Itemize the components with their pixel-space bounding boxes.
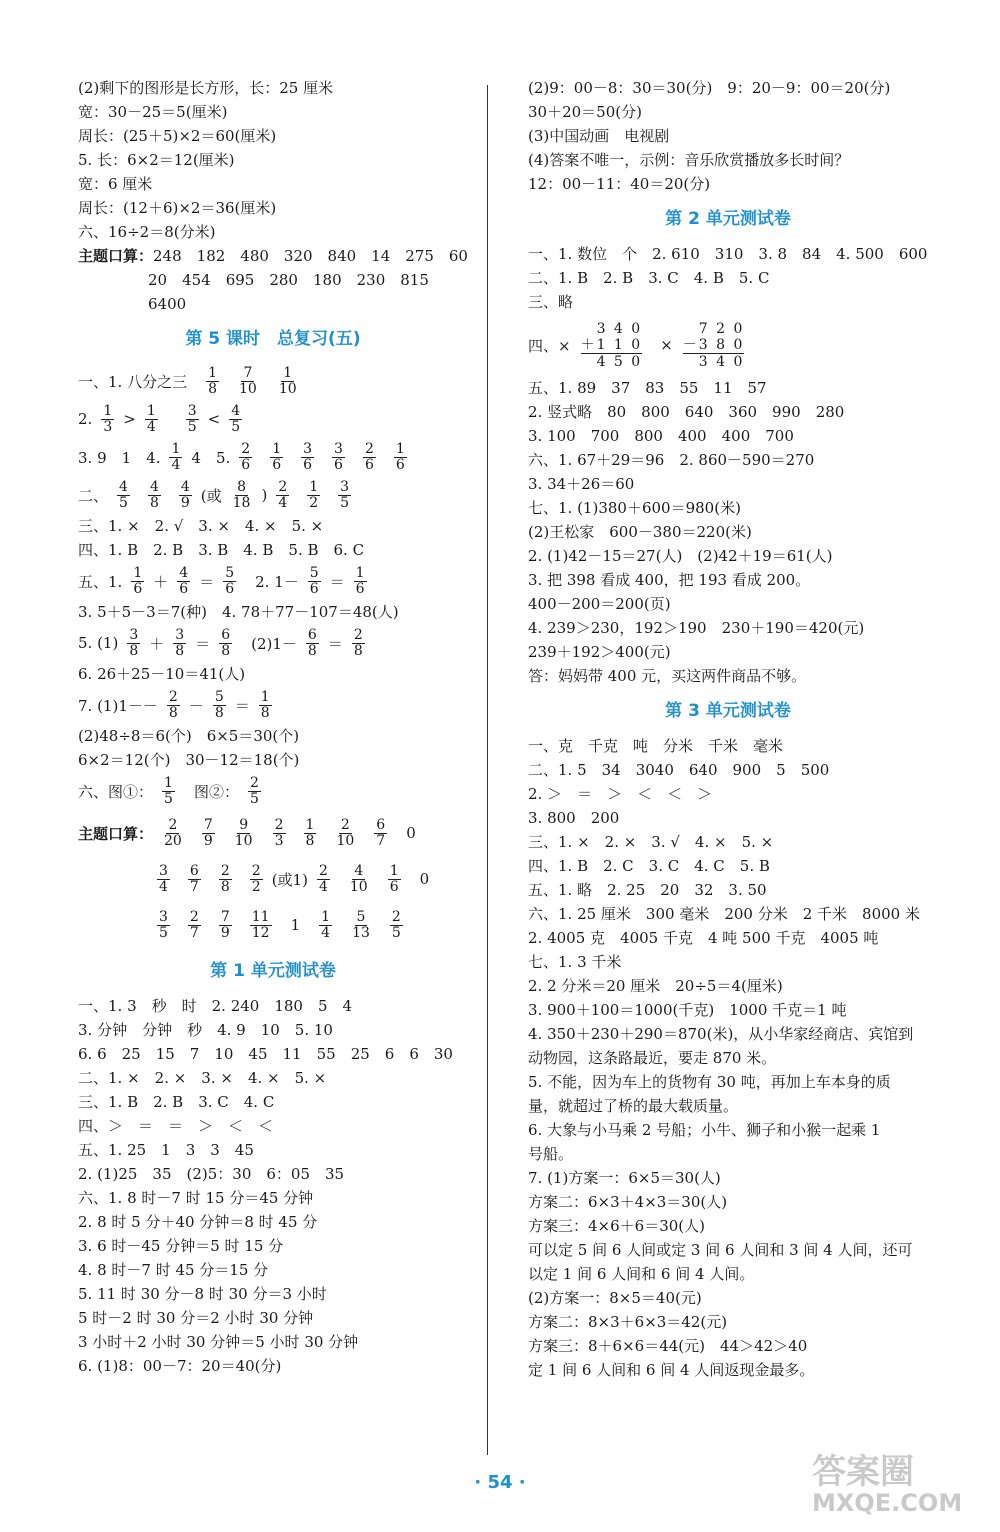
page-number: · 54 · [474, 1472, 526, 1493]
fraction: $\frac{2}{4}$ [318, 862, 328, 895]
text-line: 三、1. B 2. B 3. C 4. C [78, 1093, 275, 1111]
text-line: 2. 2 分米＝20 厘米 20÷5＝4(厘米) [528, 977, 783, 995]
text-line: 定 1 间 6 人间和 6 间 4 人间返现金最多。 [528, 1361, 815, 1379]
answer-row: 7. (1)1－ － $\frac{2}{8}$ － $\frac{5}{8}$ ＝ $\frac{1}{8}$ [78, 688, 270, 721]
page-number-value: 54 [487, 1472, 513, 1493]
text-line: 3. 34＋26＝60 [528, 475, 635, 493]
fraction: $\frac{1}{3}$ [103, 402, 113, 435]
fraction: $\frac{2}{8}$ [220, 862, 230, 895]
fraction: $\frac{2}{2}$ [251, 862, 261, 895]
fraction: $\frac{6}{8}$ [221, 626, 231, 659]
text-line: 六、16÷2＝8(分米) [78, 223, 216, 241]
fraction: $\frac{6}{7}$ [376, 816, 386, 849]
text-line: 4. 239＞230，192＞190 230＋190＝420(元) [528, 619, 865, 637]
fraction: $\frac{4}{6}$ [179, 564, 189, 597]
fraction: $\frac{2}{8}$ [168, 688, 178, 721]
fraction: $\frac{2}{6}$ [364, 440, 374, 473]
fraction: $\frac{5}{6}$ [309, 564, 319, 597]
text-line: 动物园，这条路最近，要走 870 米。 [528, 1049, 777, 1067]
fraction: $\frac{2}{8}$ [353, 626, 363, 659]
text-line: 2. ＞ ＝ ＞ ＜ ＜ ＞ [528, 785, 713, 803]
fraction: $\frac{5}{13}$ [352, 908, 370, 941]
operand: ＋1 1 0 [580, 336, 643, 353]
text-line: 6. 26＋25－10＝41(人) [78, 665, 246, 683]
text-line: 30＋20＝50(分) [528, 103, 642, 121]
fraction: $\frac{4}{5}$ [119, 478, 128, 511]
fraction: $\frac{1}{5}$ [164, 774, 173, 807]
answer-row: 2. $\frac{1}{3}$ > $\frac{1}{4}$ $\frac{3}{5}$ < $\frac{4}{5}$ [78, 402, 241, 435]
text-line: 3. 100 700 800 400 400 700 [528, 427, 794, 445]
section-heading: 第 2 单元测试卷 [665, 209, 791, 229]
text-line: 宽：6 厘米 [78, 175, 153, 193]
text-line: 五、1. 略 2. 25 20 32 3. 50 [528, 881, 767, 899]
text: 4 5. [191, 448, 231, 467]
text: (或 [200, 486, 222, 505]
text-line: 四、1. B 2. C 3. C 4. C 5. B [528, 857, 770, 875]
text-line: 七、1. (1)380＋600＝980(米) [528, 499, 741, 517]
fraction: $\frac{2}{5}$ [249, 774, 259, 807]
fraction: $\frac{2}{4}$ [278, 478, 288, 511]
text-line: 5. 不能，因为车上的货物有 30 吨，再加上车本身的质 [528, 1073, 891, 1091]
fraction: $\frac{7}{10}$ [239, 364, 257, 397]
fraction: $\frac{3}{6}$ [303, 440, 313, 473]
fraction: $\frac{1}{2}$ [309, 478, 319, 511]
answer-row [78, 362, 468, 400]
text-line: 5. 11 时 30 分－8 时 30 分＝3 小时 [78, 1285, 327, 1303]
fraction: $\frac{3}{5}$ [340, 478, 350, 511]
text-line: 3. 800 200 [528, 809, 620, 827]
text-line: 宽：30－25＝5(厘米) [78, 103, 228, 121]
text-line: 6. 6 25 15 7 10 45 11 55 25 6 6 30 [78, 1045, 453, 1063]
text-line: 方案三：8＋6×6＝44(元) 44＞42＞40 [528, 1337, 808, 1355]
text-line: (3)中国动画 电视剧 [528, 127, 670, 145]
section-heading: 第 3 单元测试卷 [665, 701, 791, 721]
text-line: 12：00－11：40＝20(分) [528, 175, 711, 193]
fraction: $\frac{8}{18}$ [232, 478, 251, 511]
fraction: $\frac{2}{10}$ [336, 816, 355, 849]
text-line: 4. 350＋230＋290＝870(米)，从小华家经商店、宾馆到 [528, 1025, 914, 1043]
text-line: 3. 分钟 分钟 秒 4. 9 10 5. 10 [78, 1021, 333, 1039]
vertical-subtraction [683, 321, 745, 370]
fraction: $\frac{2}{6}$ [241, 440, 251, 473]
text-line: 6×2＝12(个) 30－12＝18(个) [78, 751, 300, 769]
fraction: $\frac{1}{10}$ [278, 364, 297, 397]
text-line: 3. 把 398 看成 400，把 193 看成 200。 [528, 571, 811, 589]
text: 2. [78, 410, 93, 428]
text-line: 2. (1)42－15＝27(人) (2)42＋19＝61(人) [528, 547, 833, 565]
fraction: $\frac{5}{8}$ [214, 688, 224, 721]
label: 主题口算： [78, 824, 154, 843]
watermark-text: 答案圈 [812, 1452, 914, 1492]
fraction: $\frac{7}{9}$ [220, 908, 230, 941]
text-line: 五、1. 25 1 3 3 45 [78, 1141, 254, 1159]
text-line: 方案二：8×3＋6×3＝42(元) [528, 1313, 728, 1331]
operand: 7 2 0 [698, 320, 745, 337]
fraction: $\frac{2}{7}$ [189, 908, 199, 941]
text-line: (2)剩下的图形是长方形，长：25 厘米 [78, 79, 334, 97]
text: 二、 [78, 486, 109, 505]
text-line: 2. 竖式略 80 800 640 360 990 280 [528, 403, 845, 421]
text: 2. 1－ [255, 572, 299, 591]
fraction: $\frac{4}{10}$ [349, 862, 368, 895]
text-line: 5 时－2 时 30 分＝2 小时 30 分钟 [78, 1309, 314, 1327]
fraction: $\frac{1}{4}$ [321, 908, 331, 941]
fraction: $\frac{7}{9}$ [203, 816, 213, 849]
text-line: 一、1. 3 秒 时 2. 240 180 5 4 [78, 997, 353, 1015]
fraction: $\frac{1}{6}$ [133, 564, 143, 597]
answer-row [78, 476, 468, 514]
text-line: 周长：(12＋6)×2＝36(厘米) [78, 199, 277, 217]
fraction: $\frac{1}{6}$ [395, 440, 405, 473]
text-line: 量，就超过了桥的最大载质量。 [528, 1097, 739, 1115]
label: 主题口算： [78, 247, 154, 265]
fraction: $\frac{9}{10}$ [234, 816, 253, 849]
right-column [528, 76, 928, 1382]
text-line: (2)48÷8＝6(个) 6×5＝30(个) [78, 727, 300, 745]
fraction: $\frac{1}{4}$ [171, 440, 181, 473]
text-line: 2. (1)25 35 (2)5：30 6：05 35 [78, 1165, 345, 1183]
text-line: 2. 4005 克 4005 千克 4 吨 500 千克 4005 吨 [528, 929, 879, 947]
fraction: $\frac{3}{4}$ [159, 862, 168, 895]
answer-row: $\frac{3}{5}$ $\frac{2}{7}$ $\frac{7}{9}$ $\frac{11}{12}$ 1 $\frac{1}{4}$ $\frac{5}{13}$ $\frac{2}{5}$ [159, 908, 401, 941]
operand: －3 8 0 [682, 336, 745, 353]
text-line: 6400 [148, 295, 187, 313]
text-line: 3. 5＋5－3＝7(种) 4. 78＋77－107＝48(人) [78, 603, 399, 621]
text: 图②： [193, 782, 239, 801]
fraction: $\frac{1}{6}$ [272, 440, 282, 473]
answer-row: $\frac{3}{4}$ $\frac{6}{7}$ $\frac{2}{8}$ $\frac{2}{2}$ (或1) $\frac{2}{4}$ $\frac{4}{10}$ $\frac{1}{6}$ 0 [159, 862, 430, 895]
text: × [660, 336, 673, 354]
watermark-logo [812, 1444, 982, 1524]
column-divider [487, 85, 488, 1455]
text: 7. (1)1－ [78, 696, 143, 715]
text-line: 一、1. 数位 个 2. 610 310 3. 8 84 4. 500 600 [528, 245, 928, 263]
text: 5. (1) [78, 634, 119, 652]
answer-row: 主题口算： $\frac{2}{20}$ $\frac{7}{9}$ $\frac{9}{10}$ $\frac{2}{3}$ $\frac{1}{8}$ $\frac{2}{10}$ $\frac{6}{7}$ 0 [78, 816, 416, 849]
watermark-url: MXQE.COM [812, 1489, 963, 1517]
fraction: $\frac{1}{8}$ [260, 688, 270, 721]
fraction: $\frac{1}{8}$ [305, 816, 315, 849]
text-line: 六、1. 25 厘米 300 毫米 200 分米 2 千米 8000 米 [528, 905, 920, 923]
text-line: 3 小时＋2 小时 30 分钟＝5 小时 30 分钟 [78, 1333, 359, 1351]
text: (2)1－ [251, 634, 297, 653]
answer-row [78, 772, 468, 810]
fraction: $\frac{2}{3}$ [274, 816, 284, 849]
fraction: $\frac{1}{4}$ [146, 402, 156, 435]
answer-row [78, 438, 468, 476]
text-line: 三、1. × 2. × 3. √ 4. × 5. × [528, 833, 774, 851]
section-heading: 第 1 单元测试卷 [210, 961, 336, 981]
text-line: 三、略 [528, 293, 574, 311]
fraction: $\frac{2}{5}$ [391, 908, 401, 941]
fraction: $\frac{2}{20}$ [164, 816, 182, 849]
text-line: 二、1. × 2. × 3. × 4. × 5. × [78, 1069, 327, 1087]
result: 3 4 0 [698, 353, 745, 370]
left-column [78, 76, 468, 1378]
fraction: $\frac{3}{8}$ [175, 626, 185, 659]
fraction: $\frac{6}{7}$ [189, 862, 199, 895]
text-line: (2)9：00－8：30＝30(分) 9：20－9：00＝20(分) [528, 79, 891, 97]
text-line: 三、1. × 2. √ 3. × 4. × 5. × [78, 517, 324, 535]
text-line: 6. 大象与小马乘 2 号船；小牛、狮子和小猴一起乘 1 [528, 1121, 881, 1139]
text-line: 二、1. B 2. B 3. C 4. B 5. C [528, 269, 770, 287]
text-line: 六、1. 67＋29＝96 2. 860－590＝270 [528, 451, 815, 469]
fraction: $\frac{5}{6}$ [225, 564, 235, 597]
text: 五、1. [78, 572, 123, 591]
fraction: $\frac{3}{6}$ [334, 440, 343, 473]
text-line: 6. (1)8：00－7：20＝40(分) [78, 1357, 282, 1375]
text-line: 4. 8 时－7 时 45 分＝15 分 [78, 1261, 269, 1279]
text: 六、图①： [78, 782, 154, 801]
answer-row: 五、1. $\frac{1}{6}$ ＋ $\frac{4}{6}$ ＝ $\frac{5}{6}$ 2. 1－ $\frac{5}{6}$ ＝ $\frac{1}{6}$ [78, 564, 365, 597]
section-heading: 第 5 课时 总复习(五) [185, 329, 361, 349]
text-line: 239＋192＞400(元) [528, 643, 671, 661]
text-line: 一、克 千克 吨 分米 千米 毫米 [528, 737, 784, 755]
answers: 248 182 480 320 840 14 275 60 [153, 247, 468, 265]
fraction: $\frac{4}{9}$ [180, 478, 190, 511]
answer-row: 5. (1) $\frac{3}{8}$ ＋ $\frac{3}{8}$ ＝ $\frac{6}{8}$ (2)1－ $\frac{6}{8}$ ＝ $\frac{2}{8}$ [78, 626, 363, 659]
text-line: 20 454 695 280 180 230 815 [148, 271, 429, 289]
text-line: (4)答案不唯一，示例：音乐欣赏播放多长时间？ [528, 151, 850, 169]
text-line: 方案二：6×3＋4×3＝30(人) [528, 1193, 728, 1211]
vertical-calc-row [528, 314, 928, 376]
text-line: 答：妈妈带 400 元，买这两件商品不够。 [528, 667, 807, 685]
fraction: $\frac{3}{8}$ [129, 626, 139, 659]
text-line [78, 244, 468, 268]
result: 4 5 0 [596, 353, 643, 370]
text-line: 可以定 5 间 6 人间或定 3 间 6 人间和 3 间 4 人间，还可 [528, 1241, 913, 1259]
text-line: 7. (1)方案一：6×5＝30(人) [528, 1169, 721, 1187]
text: 四、× [528, 336, 571, 355]
text-line: 五、1. 89 37 83 55 11 57 [528, 379, 767, 397]
text: 一、1. 八分之三 [78, 372, 188, 391]
fraction: $\frac{6}{8}$ [307, 626, 317, 659]
text: 3. 9 1 4. [78, 448, 161, 467]
fraction: $\frac{1}{6}$ [355, 564, 365, 597]
text-line: 六、1. 8 时－7 时 15 分＝45 分钟 [78, 1189, 314, 1207]
text-line: 周长：(25＋5)×2＝60(厘米) [78, 127, 277, 145]
text-line: (2)王松家 600－380＝220(米) [528, 523, 752, 541]
fraction: $\frac{3}{5}$ [187, 402, 197, 435]
text-line: 400－200＝200(页) [528, 595, 671, 613]
text-line: 四、＞ ＝ ＝ ＞ ＜ ＜ [78, 1117, 274, 1135]
text-line: 二、1. 5 34 3040 640 900 5 500 [528, 761, 830, 779]
fraction: $\frac{1}{8}$ [208, 364, 218, 397]
text-line: 号船。 [528, 1145, 574, 1163]
fraction: $\frac{11}{12}$ [251, 908, 270, 941]
fraction: $\frac{4}{8}$ [149, 478, 159, 511]
text-line: 七、1. 3 千米 [528, 953, 622, 971]
text: ) [261, 486, 268, 504]
text-line: 以定 1 间 6 人间和 6 间 4 人间。 [528, 1265, 755, 1283]
vertical-addition [581, 321, 643, 370]
fraction: $\frac{4}{5}$ [231, 402, 241, 435]
fraction: $\frac{1}{6}$ [389, 862, 399, 895]
fraction: $\frac{3}{5}$ [159, 908, 168, 941]
text-line: 5. 长：6×2＝12(厘米) [78, 151, 235, 169]
text-line: 四、1. B 2. B 3. B 4. B 5. B 6. C [78, 541, 365, 559]
text-line: 3. 900＋100＝1000(千克) 1000 千克＝1 吨 [528, 1001, 847, 1019]
text-line: 2. 8 时 5 分＋40 分钟＝8 时 45 分 [78, 1213, 318, 1231]
text-line: 3. 6 时－45 分钟＝5 时 15 分 [78, 1237, 284, 1255]
text-line: (2)方案一：8×5＝40(元) [528, 1289, 702, 1307]
operand: 3 4 0 [596, 320, 643, 337]
text-line: 方案三：4×6＋6＝30(人) [528, 1217, 705, 1235]
